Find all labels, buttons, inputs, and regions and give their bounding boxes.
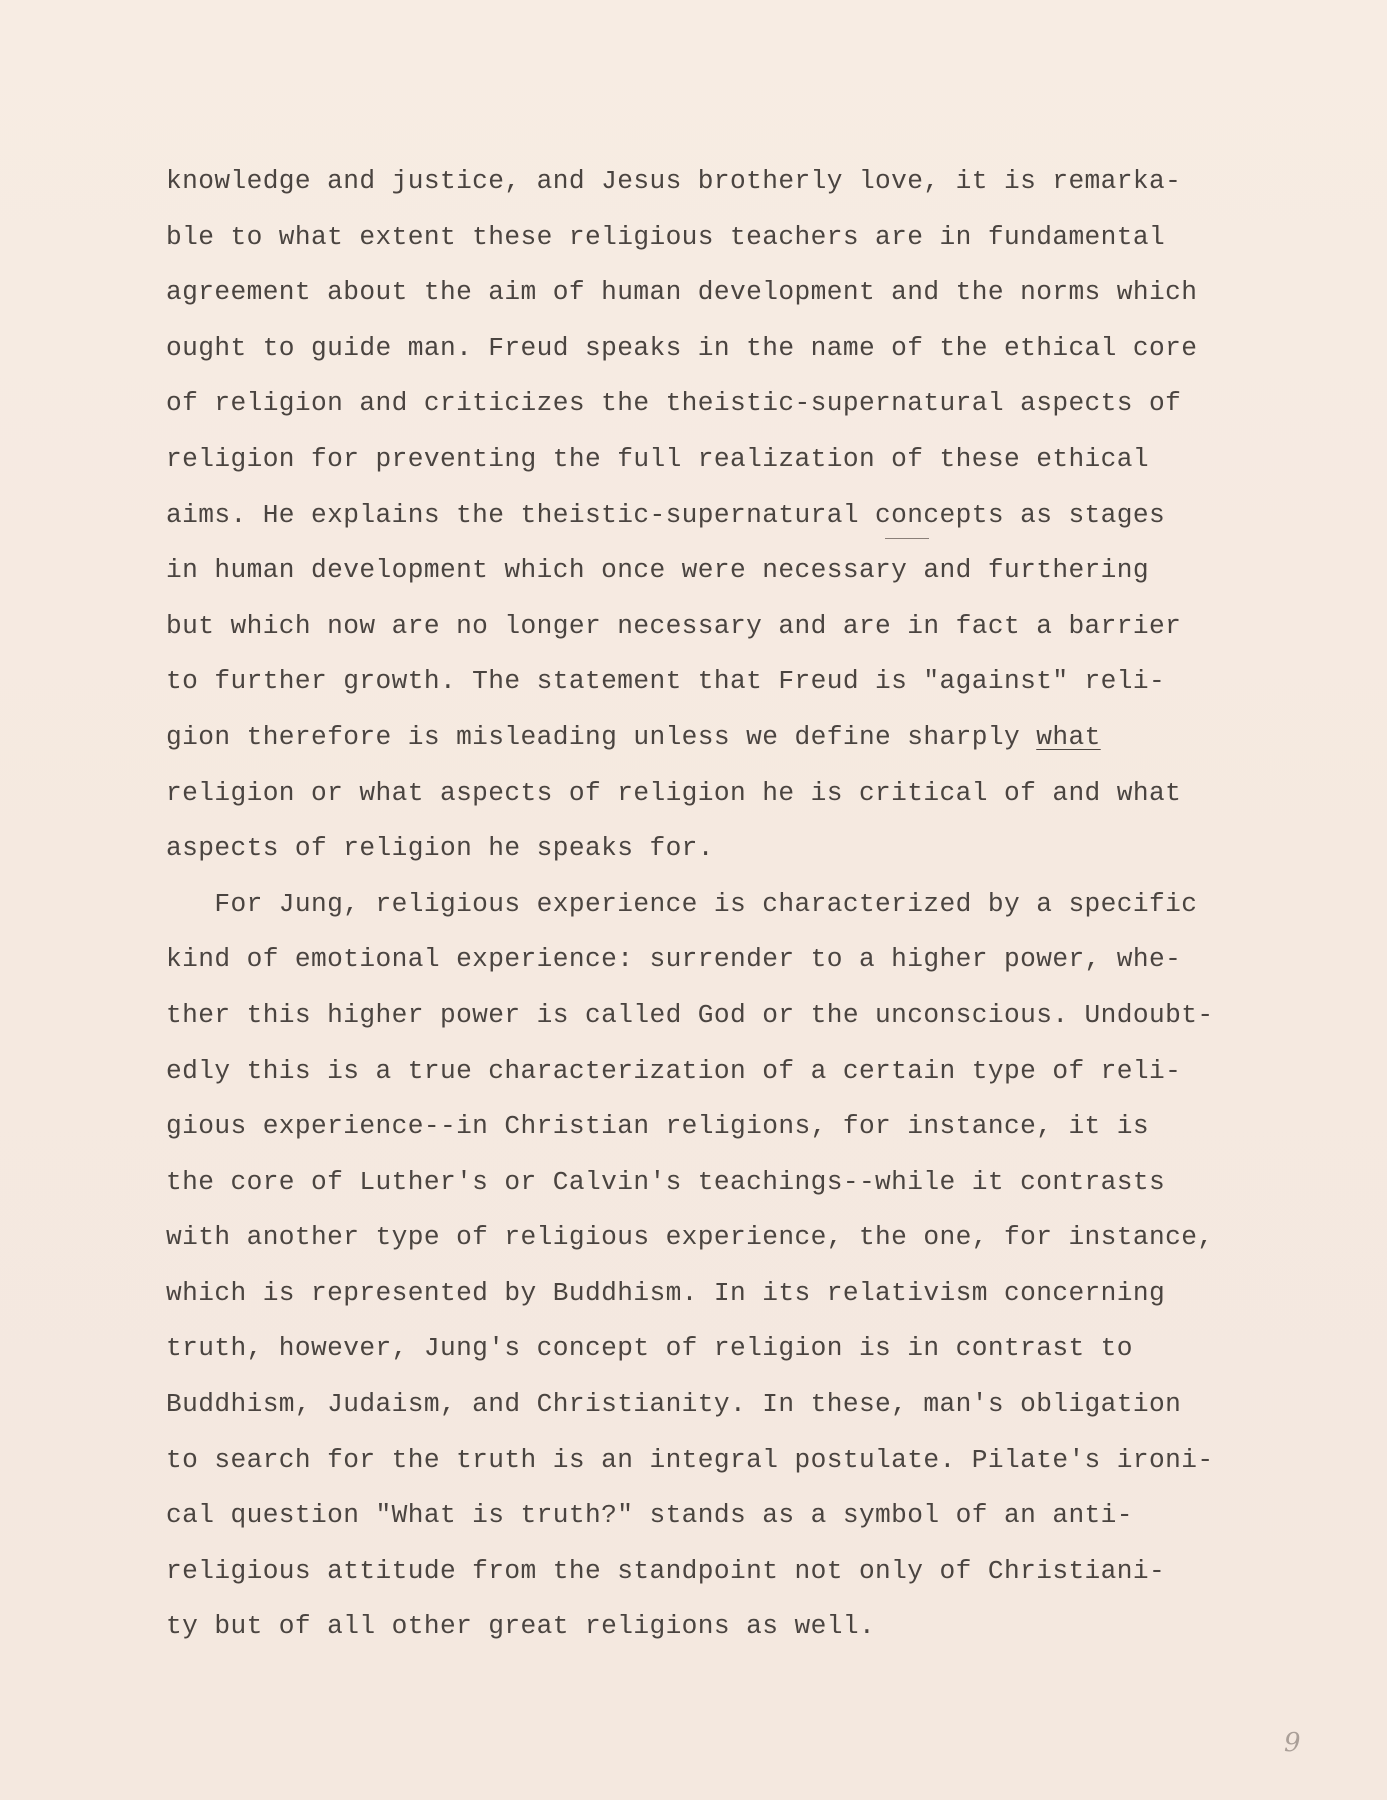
text-line: agreement about the aim of human development and the norms which (166, 277, 1198, 308)
text-line: gious experience--in Christian religions, for instance, it is (166, 1111, 1150, 1142)
text-line: ty but of all other great religions as well. (166, 1611, 876, 1642)
text-line: aspects of religion he speaks for. (166, 833, 714, 864)
text-line: which is represented by Buddhism. In its relativism concerning (166, 1277, 1166, 1308)
underlined-word: what (1036, 721, 1101, 752)
text-line: with another type of religious experience, the one, for instance, (166, 1222, 1214, 1253)
text-line: Buddhism, Judaism, and Christianity. In these, man's obligation (166, 1389, 1182, 1420)
text-line: truth, however, Jung's concept of religion is in contrast to (166, 1333, 1133, 1364)
text-line: but which now are no longer necessary and are in fact a barrier (166, 610, 1182, 641)
text-line: of religion and criticizes the theistic-supernatural aspects of (166, 388, 1182, 419)
text-line: the core of Luther's or Calvin's teachings--while it contrasts (166, 1166, 1166, 1197)
text-line: to further growth. The statement that Freud is "against" reli- (166, 666, 1166, 697)
text-line: religion for preventing the full realization of these ethical (166, 443, 1150, 474)
text-line: kind of emotional experience: surrender to a higher power, whe- (166, 944, 1182, 975)
page-number: 9 (1284, 1728, 1301, 1758)
text-line: in human development which once were necessary and furthering (166, 555, 1150, 586)
text-line: ble to what extent these religious teachers are in fundamental (166, 221, 1166, 252)
text-line: edly this is a true characterization of a certain type of reli- (166, 1055, 1182, 1086)
paragraph-start-line: For Jung, religious experience is characterized by a specific (166, 888, 1198, 919)
text-line: religious attitude from the standpoint not only of Christiani- (166, 1555, 1166, 1586)
text-line: aims. He explains the theistic-supernatural concepts as stages (166, 499, 1166, 530)
text-line: knowledge and justice, and Jesus brotherly love, it is remarka- (166, 166, 1182, 196)
text-line: religion or what aspects of religion he is critical of and what (166, 777, 1182, 808)
text-line: to search for the truth is an integral postulate. Pilate's ironi- (166, 1444, 1214, 1475)
text-line-segment: gion therefore is misleading unless we define sharply (166, 721, 1037, 752)
pen-mark (885, 538, 929, 539)
text-line: cal question "What is truth?" stands as a symbol of an anti- (166, 1500, 1133, 1531)
body-text (166, 154, 1286, 1655)
text-line-with-underline (166, 710, 1286, 766)
text-line: ther this higher power is called God or the unconscious. Undoubt- (166, 999, 1214, 1030)
text-line: ought to guide man. Freud speaks in the name of the ethical core (166, 332, 1198, 363)
